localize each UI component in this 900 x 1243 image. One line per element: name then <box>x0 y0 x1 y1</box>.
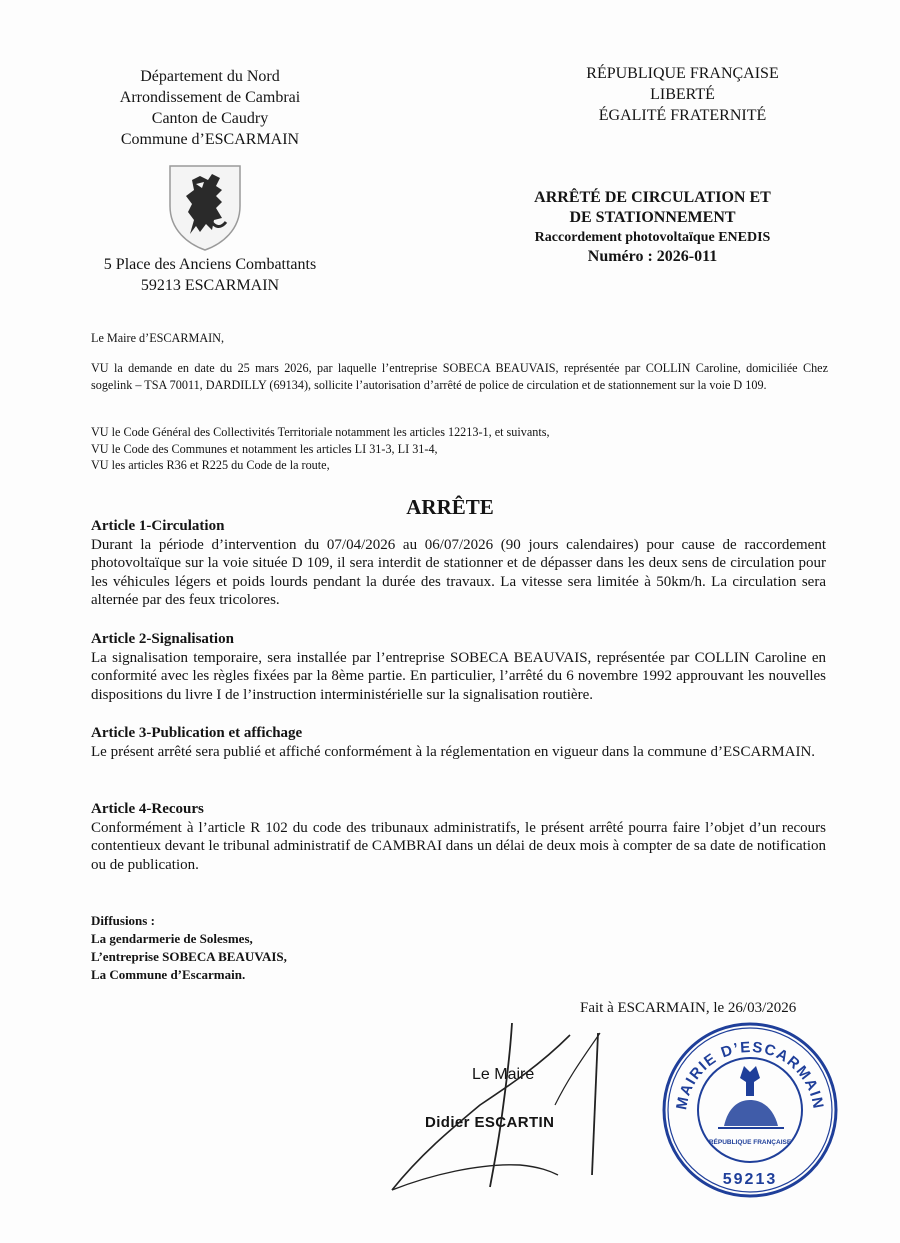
issuer-line: Commune d’ESCARMAIN <box>120 131 300 148</box>
diffusion-line: La gendarmerie de Solesmes, <box>91 931 253 946</box>
article-title: Article 1-Circulation <box>91 518 225 534</box>
issuer-address <box>80 254 340 296</box>
title-subtitle: Raccordement photovoltaïque ENEDIS <box>534 230 771 245</box>
republic-header <box>540 63 825 126</box>
article-body: Conformément à l’article R 102 du code des tribunaux administratifs, le présent arrêté pourra faire l’objet d’un recours contentieux devant le tribunal administratif de CAMBRAI dans un délai de deux mois à compter de sa date de notification ou de publication. <box>91 819 826 873</box>
address-line: 5 Place des Anciens Combattants <box>103 256 317 273</box>
seal-ring-text: MAIRIE D’ESCARMAIN <box>673 1038 827 1112</box>
diffusion-line: L’entreprise SOBECA BEAUVAIS, <box>91 949 287 964</box>
vu-line: VU le Code des Communes et notamment les articles LI 31-3, LI 31-4, <box>91 441 438 456</box>
article-2 <box>91 630 826 704</box>
arrete-heading: ARRÊTE <box>406 495 494 519</box>
article-title: Article 3-Publication et affichage <box>91 725 303 741</box>
diffusion-line: La Commune d’Escarmain. <box>91 967 246 982</box>
vu-demande: VU la demande en date du 25 mars 2026, par laquelle l’entreprise SOBECA BEAUVAIS, représentée par COLLIN Caroline, domiciliée Chez sogelink – TSA 70011, DARDILLY (69134), sollicite l’autorisation d’arrêté de police de circulation et de stationnement sur la voie D 109. <box>91 361 828 392</box>
article-4 <box>91 800 826 874</box>
diffusions <box>91 912 287 984</box>
signatory-name: Didier ESCARTIN <box>425 1114 555 1131</box>
article-body: Le présent arrêté sera publié et affiché conformément à la réglementation en vigueur dans la commune d’ESCARMAIN. <box>91 743 816 760</box>
seal-band: RÉPUBLIQUE FRANÇAISE <box>708 1139 792 1146</box>
lion-rampant-crest-icon <box>166 160 244 252</box>
article-body: Durant la période d’intervention du 07/04/2026 au 06/07/2026 (90 jours calendaires) pour cause de raccordement photovoltaïque sur la voie située D 109, il sera interdit de stationner et de dépasser dans les deux sens de circulation pour les véhicules légers et poids lourds pendant la durée des travaux. La vitesse sera limitée à 50km/h. La circulation sera alternée par des feux tricolores. <box>91 536 826 609</box>
maire-line: Le Maire d’ESCARMAIN, <box>91 331 225 345</box>
article-title: Article 2-Signalisation <box>91 631 234 647</box>
mairie-seal <box>660 1020 840 1200</box>
article-3 <box>91 724 826 761</box>
issuer-line: Département du Nord <box>140 68 280 85</box>
issuer-block <box>80 66 340 150</box>
article-1 <box>91 517 826 610</box>
diffusions-heading: Diffusions : <box>91 913 155 928</box>
address-line: 59213 ESCARMAIN <box>140 277 280 294</box>
vu-list <box>91 424 828 474</box>
seal-postcode: 59213 <box>722 1171 778 1188</box>
handwritten-signature <box>370 1015 630 1205</box>
signature-place-date: Fait à ESCARMAIN, le 26/03/2026 <box>580 1000 797 1016</box>
issuer-line: Canton de Caudry <box>151 110 269 127</box>
signatory-role: Le Maire <box>472 1066 535 1083</box>
republic-line: LIBERTÉ <box>650 86 715 103</box>
republic-line: ÉGALITÉ FRATERNITÉ <box>598 107 767 124</box>
issuer-line: Arrondissement de Cambrai <box>119 89 301 106</box>
title-line-2: DE STATIONNEMENT <box>569 209 736 226</box>
vu-line: VU le Code Général des Collectivités Territoriale notamment les articles 12213-1, et suivants, <box>91 425 550 439</box>
republic-line: RÉPUBLIQUE FRANÇAISE <box>586 65 779 82</box>
article-title: Article 4-Recours <box>91 801 204 817</box>
title-number: Numéro : 2026-011 <box>587 248 718 265</box>
vu-line: VU les articles R36 et R225 du Code de la route, <box>91 458 330 472</box>
article-body: La signalisation temporaire, sera installée par l’entreprise SOBECA BEAUVAIS, représentée par COLLIN Caroline en conformité avec les règles fixées par la 8ème partie. En particulier, l’arrêté du 6 novembre 1992 approuvant les nouvelles dispositions du livre I de l’instruction interministérielle sur la signalisation routière. <box>91 649 826 703</box>
title-line-1: ARRÊTÉ DE CIRCULATION ET <box>534 189 771 206</box>
document-title <box>500 188 805 267</box>
